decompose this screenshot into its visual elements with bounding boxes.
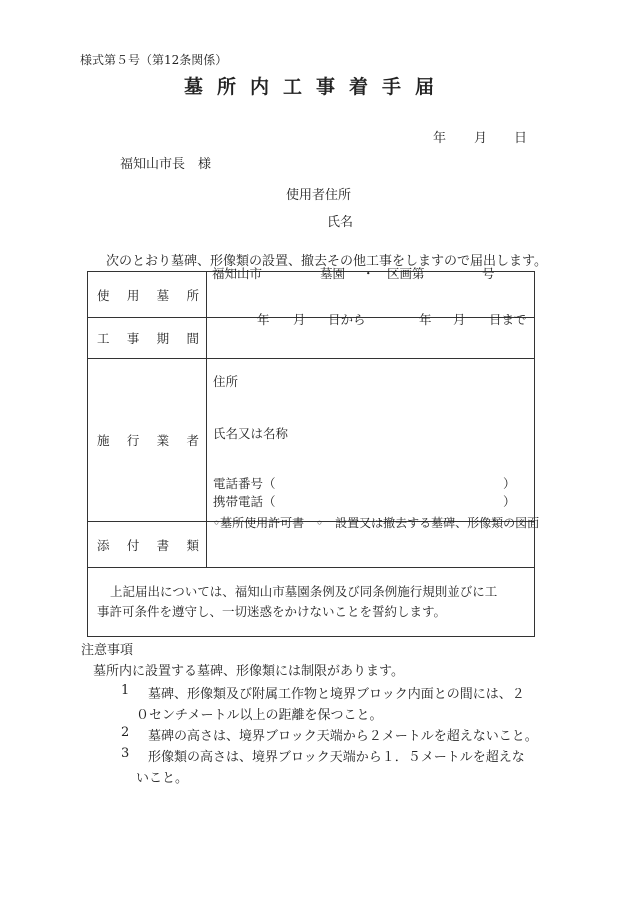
documents-label [88, 522, 207, 568]
intro-text: 次のとおり墓碑、形像類の設置、撤去その他工事をしますので届出します。 [106, 254, 547, 269]
date-day-label: 日 [514, 131, 528, 146]
label-char: 間 [186, 331, 199, 346]
label-char: 書 [156, 537, 170, 553]
period-from-year: 年 [257, 312, 270, 327]
note-number: 3 [121, 746, 130, 761]
notes-heading: 注意事項 [81, 643, 134, 658]
addressee: 福知山市長 様 [120, 157, 212, 172]
note-item-1-line-1: 墓碑、形像類及び附属工作物と境界ブロック内面との間には、２ [148, 687, 525, 702]
label-char: 業 [156, 433, 170, 448]
use-location-dot: ・ [362, 266, 375, 281]
period-value[interactable] [207, 312, 535, 359]
use-location-number: 号 [482, 266, 495, 281]
label-char: 用 [126, 287, 140, 303]
documents-value [207, 516, 540, 568]
applicant-name-label: 氏名 [327, 215, 354, 230]
note-item-3-line-2: いこと。 [136, 771, 189, 786]
applicant-address-label: 使用者住所 [286, 188, 352, 203]
use-location-city: 福知山市 [212, 266, 263, 281]
documents-item-permit: ◦墓所使用許可書 [213, 516, 305, 530]
period-from-month: 月 [293, 312, 306, 327]
pledge-row [88, 568, 535, 637]
date-month-label: 月 [474, 131, 488, 146]
form-number: 様式第５号（第12条関係） [80, 53, 228, 67]
label-char: 付 [126, 537, 140, 553]
use-location-section: 区画第 [387, 266, 425, 281]
use-location-cemetery: 墓園 [320, 266, 346, 281]
label-char: 類 [186, 537, 199, 553]
pledge-line-1: 上記届出については、福知山市墓園条例及び同条例施行規則並びに工 [110, 584, 498, 599]
contractor-value[interactable] [207, 359, 535, 522]
contractor-phone-label: 電話番号（ [213, 476, 276, 491]
documents-row [88, 522, 535, 568]
note-number: 2 [121, 725, 130, 740]
contractor-mobile-label: 携帯電話（ [213, 494, 276, 509]
contractor-phone-close: ） [503, 476, 516, 491]
note-item-2-line-1: 墓碑の高さは、境界ブロック天端から２メートルを超えないこと。 [148, 729, 538, 744]
period-from-day: 日から [328, 312, 366, 327]
period-to-year: 年 [419, 312, 432, 327]
period-label [88, 318, 207, 359]
label-char: 期 [156, 331, 170, 346]
notification-table [87, 266, 540, 637]
contractor-mobile-close: ） [503, 494, 516, 509]
contractor-label [88, 359, 207, 522]
pledge-cell [88, 568, 535, 637]
use-location-value[interactable] [207, 266, 535, 318]
label-char: 事 [126, 331, 140, 346]
contractor-row [88, 359, 535, 522]
notes-intro: 墓所内に設置する墓碑、形像類には制限があります。 [93, 664, 404, 679]
contractor-address-label: 住所 [213, 374, 239, 389]
period-row [88, 318, 535, 359]
label-char: 墓 [156, 287, 170, 303]
note-number: 1 [121, 683, 130, 698]
use-location-row [88, 272, 535, 318]
label-char: 所 [186, 287, 199, 303]
note-item-1-line-2: ０センチメートル以上の距離を保つこと。 [136, 708, 383, 723]
label-char: 添 [97, 537, 110, 553]
label-char: 工 [97, 331, 110, 346]
note-item-3-line-1: 形像類の高さは、境界ブロック天端から１．５メートルを超えな [148, 750, 525, 765]
documents-item-drawing: ◦ 設置又は撤去する墓碑、形像類の図面 [316, 516, 540, 530]
contractor-name-label: 氏名又は名称 [213, 426, 289, 441]
form-title: 墓所内工事着手届 [184, 76, 449, 98]
date-year-label: 年 [433, 131, 447, 146]
pledge-line-2: 事許可条件を遵守し、一切迷惑をかけないことを誓約します。 [97, 604, 447, 619]
period-to-month: 月 [453, 312, 466, 327]
label-char: 者 [186, 433, 199, 448]
label-char: 行 [126, 433, 140, 448]
use-location-label [88, 272, 207, 318]
label-char: 施 [97, 433, 110, 448]
period-to-day: 日まで [489, 312, 527, 327]
label-char: 使 [97, 287, 110, 303]
